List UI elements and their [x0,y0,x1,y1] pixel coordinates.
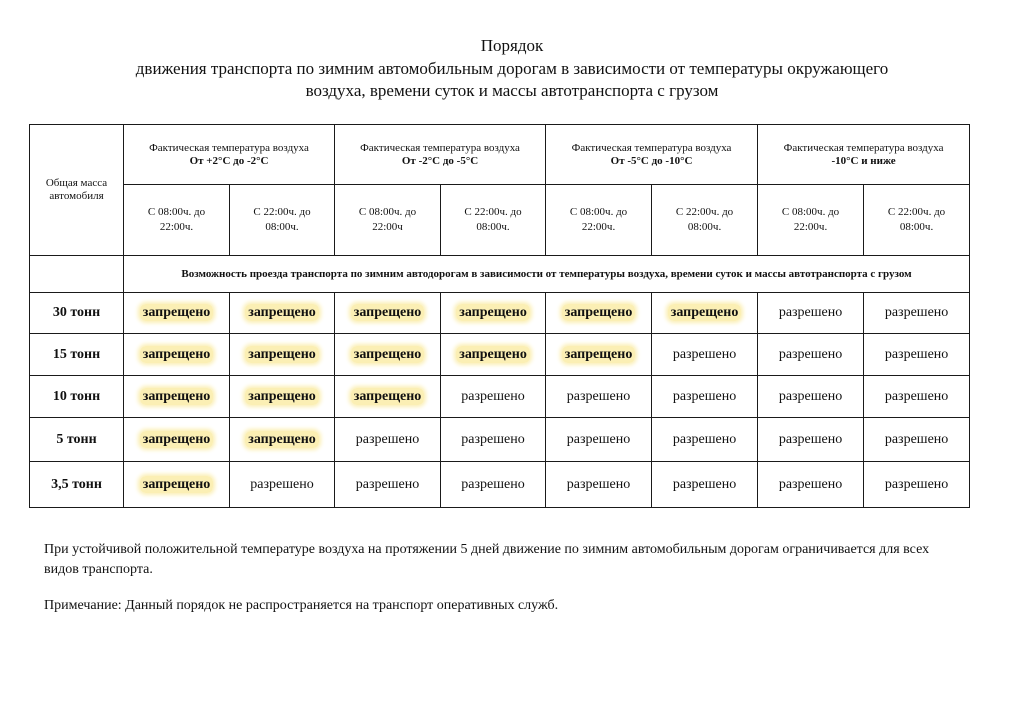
temp-group-range: -10°С и ниже [831,154,896,167]
status-allowed: разрешено [461,431,525,447]
status-cell [652,418,758,462]
time-label: С 08:00ч. до 22:00ч. [147,206,206,233]
status-cell [652,376,758,418]
table-row [30,293,970,334]
status-cell [441,334,546,376]
status-prohibited: запрещено [456,304,530,321]
status-cell [652,334,758,376]
mass-label: 10 тонн [30,376,124,418]
mass-label: 3,5 тонн [30,462,124,508]
status-cell [546,334,652,376]
temp-group-range: От -5°С до -10°С [610,154,693,167]
temp-group-range: От -2°С до -5°С [401,154,479,167]
time-label: С 22:00ч. до 08:00ч. [464,206,522,233]
document-title-line-1: Порядок [480,36,544,55]
status-cell [864,418,970,462]
mass-label: 15 тонн [30,334,124,376]
time-label: С 08:00ч. до 22:00ч. [781,206,840,233]
status-cell [335,462,441,508]
document-title-line-2: движения транспорта по зимним автомобильным дорогам в зависимости от температуры окружающего [135,59,889,78]
status-prohibited: запрещено [456,346,530,363]
status-allowed: разрешено [566,431,631,447]
status-cell [546,376,652,418]
status-cell [864,334,970,376]
paragraph-note: Примечание: Данный порядок не распространяется на транспорт оперативных служб. [44,598,559,613]
status-allowed: разрешено [566,388,631,404]
status-allowed: разрешено [778,431,843,447]
status-cell [864,462,970,508]
status-cell [758,334,864,376]
temp-group-label: Фактическая температура воздуха [571,141,732,154]
status-cell [230,334,335,376]
status-cell [124,462,230,508]
status-cell [335,418,441,462]
status-prohibited: запрещено [140,476,214,493]
status-cell [124,293,230,334]
temp-group-header [758,125,970,185]
status-cell [335,376,441,418]
status-allowed: разрешено [461,476,525,492]
status-prohibited: запрещено [140,346,214,363]
status-cell [230,376,335,418]
status-allowed: разрешено [778,476,843,492]
status-cell [546,293,652,334]
status-allowed: разрешено [355,476,420,492]
time-night-header [652,185,758,256]
status-allowed: разрешено [672,476,737,492]
temp-group-label: Фактическая температура воздуха [783,141,944,154]
empty-cell [30,256,124,293]
status-allowed: разрешено [672,388,737,404]
time-label: С 22:00ч. до 08:00ч. [675,206,734,233]
temp-group-header [335,125,546,185]
time-label: С 08:00ч. до 22:00ч. [569,206,628,233]
status-prohibited: запрещено [245,388,319,405]
temp-group-label: Фактическая температура воздуха [360,141,520,154]
time-night-header [864,185,970,256]
status-prohibited: запрещено [668,304,742,321]
time-day-header [124,185,230,256]
status-prohibited: запрещено [351,304,425,321]
time-label: С 08:00ч. до 22:00ч [358,206,417,233]
status-cell [864,293,970,334]
table-note [124,256,970,293]
status-cell [124,334,230,376]
table-row [30,334,970,376]
status-cell [335,334,441,376]
status-allowed: разрешено [566,476,631,492]
table-row [30,376,970,418]
status-allowed: разрешено [461,388,525,404]
status-cell [652,462,758,508]
status-cell [758,418,864,462]
status-allowed: разрешено [355,431,420,447]
temp-group-header [546,125,758,185]
document-title-line-3: воздуха, времени суток и массы автотранспорта с грузом [305,81,719,100]
time-day-header [758,185,864,256]
status-cell [124,376,230,418]
paragraph-positive-temperature: При устойчивой положительной температуре воздуха на протяжении 5 дней движение по зимним автомобильным дорогам ограничивается для всех видов транспорта. [44,542,930,577]
temp-group-range: От +2°С до -2°С [189,154,269,167]
status-allowed: разрешено [884,346,949,362]
status-allowed: разрешено [250,476,314,492]
status-allowed: разрешено [778,305,843,320]
table-note-text: Возможность проезда транспорта по зимним автодорогам в зависимости от температуры воздуха, времени суток и массы автотранспорта с грузом [181,268,912,280]
table-row [30,462,970,508]
status-cell [230,293,335,334]
mass-label: 5 тонн [30,418,124,462]
status-allowed: разрешено [672,431,737,447]
status-allowed: разрешено [884,388,949,404]
status-cell [441,293,546,334]
time-night-header [230,185,335,256]
status-allowed: разрешено [884,476,949,492]
status-cell [230,462,335,508]
status-allowed: разрешено [884,431,949,447]
status-cell [864,376,970,418]
status-cell [546,462,652,508]
status-allowed: разрешено [884,305,949,320]
status-cell [441,376,546,418]
status-prohibited: запрещено [562,304,636,321]
traffic-rules-table [29,124,970,508]
status-allowed: разрешено [778,346,843,362]
status-cell [546,418,652,462]
status-cell [441,462,546,508]
mass-column-header [30,125,124,256]
time-label: С 22:00ч. до 08:00ч. [253,206,311,233]
mass-header-label: Общая масса автомобиля [45,177,108,202]
status-cell [124,418,230,462]
status-prohibited: запрещено [351,346,425,363]
status-cell [652,293,758,334]
status-allowed: разрешено [672,346,737,362]
mass-label: 30 тонн [30,293,124,334]
status-prohibited: запрещено [351,388,425,405]
time-day-header [546,185,652,256]
status-cell [758,376,864,418]
status-cell [758,293,864,334]
temp-group-label: Фактическая температура воздуха [149,141,309,154]
status-cell [335,293,441,334]
status-allowed: разрешено [778,388,843,404]
status-prohibited: запрещено [245,431,319,448]
temp-group-header [124,125,335,185]
status-cell [230,418,335,462]
time-night-header [441,185,546,256]
status-prohibited: запрещено [562,346,636,363]
status-prohibited: запрещено [245,304,319,321]
status-cell [441,418,546,462]
time-label: С 22:00ч. до 08:00ч. [887,206,946,233]
status-cell [758,462,864,508]
status-prohibited: запрещено [140,304,214,321]
status-prohibited: запрещено [140,388,214,405]
time-day-header [335,185,441,256]
status-prohibited: запрещено [140,431,214,448]
table-row [30,418,970,462]
status-prohibited: запрещено [245,346,319,363]
